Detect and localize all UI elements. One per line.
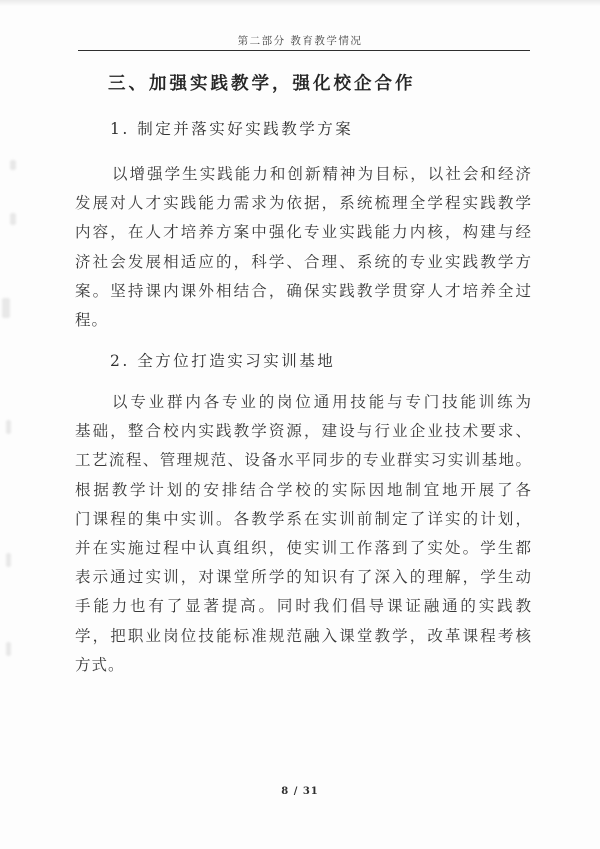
paragraph-line: 发展对人才实践能力需求为依据，系统梳理全学程实践教学 xyxy=(75,194,532,213)
paragraph-line: 表示通过实训，对课堂所学的知识有了深入的理解，学生动 xyxy=(75,568,532,587)
scan-artifact xyxy=(6,420,11,434)
scan-artifact xyxy=(10,160,16,170)
page-number: 8 / 31 xyxy=(281,786,319,797)
paragraph-line: 程。 xyxy=(75,310,109,329)
scan-artifact xyxy=(6,553,11,567)
paragraph-line: 工艺流程、管理规范、设备水平同步的专业群实习实训基地。 xyxy=(75,451,532,470)
paragraph-line: 济社会发展相适应的，科学、合理、系统的专业实践教学方 xyxy=(75,252,532,271)
paragraph-line: 门课程的集中实训。各教学系在实训前制定了详实的计划， xyxy=(75,509,532,528)
paragraph-line: 方式。 xyxy=(75,655,125,674)
running-header: 第二部分 教育教学情况 xyxy=(237,35,363,47)
scan-artifact xyxy=(2,298,10,318)
page-title: 三、加强实践教学，强化校企合作 xyxy=(108,74,416,94)
paragraph-line: 以专业群内各专业的岗位通用技能与专门技能训练为 xyxy=(112,393,532,411)
paragraph-line: 以增强学生实践能力和创新精神为目标，以社会和经济 xyxy=(112,165,532,183)
section-heading-1: 1. 制定并落实好实践教学方案 xyxy=(110,120,354,138)
scan-edge-shadow xyxy=(0,0,600,6)
paragraph-1 xyxy=(75,160,532,335)
header-rule xyxy=(78,50,530,51)
scan-artifact xyxy=(10,213,16,225)
paragraph-2 xyxy=(75,388,532,680)
paragraph-line: 手能力也有了显著提高。同时我们倡导课证融通的实践教 xyxy=(75,597,532,616)
paragraph-line: 根据教学计划的安排结合学校的实际因地制宜地开展了各 xyxy=(75,480,532,499)
paragraph-line: 基础，整合校内实践教学资源，建设与行业企业技术要求、 xyxy=(75,422,532,441)
section-heading-2: 2. 全方位打造实习实训基地 xyxy=(110,352,336,370)
paragraph-line: 案。坚持课内课外相结合，确保实践教学贯穿人才培养全过 xyxy=(75,281,532,300)
paragraph-line: 学，把职业岗位技能标准规范融入课堂教学，改革课程考核 xyxy=(75,626,532,645)
scan-artifact xyxy=(6,642,11,656)
paragraph-line: 并在实施过程中认真组织，使实训工作落到了实处。学生都 xyxy=(75,538,532,557)
paragraph-line: 内容，在人才培养方案中强化专业实践能力内核，构建与经 xyxy=(75,223,532,242)
